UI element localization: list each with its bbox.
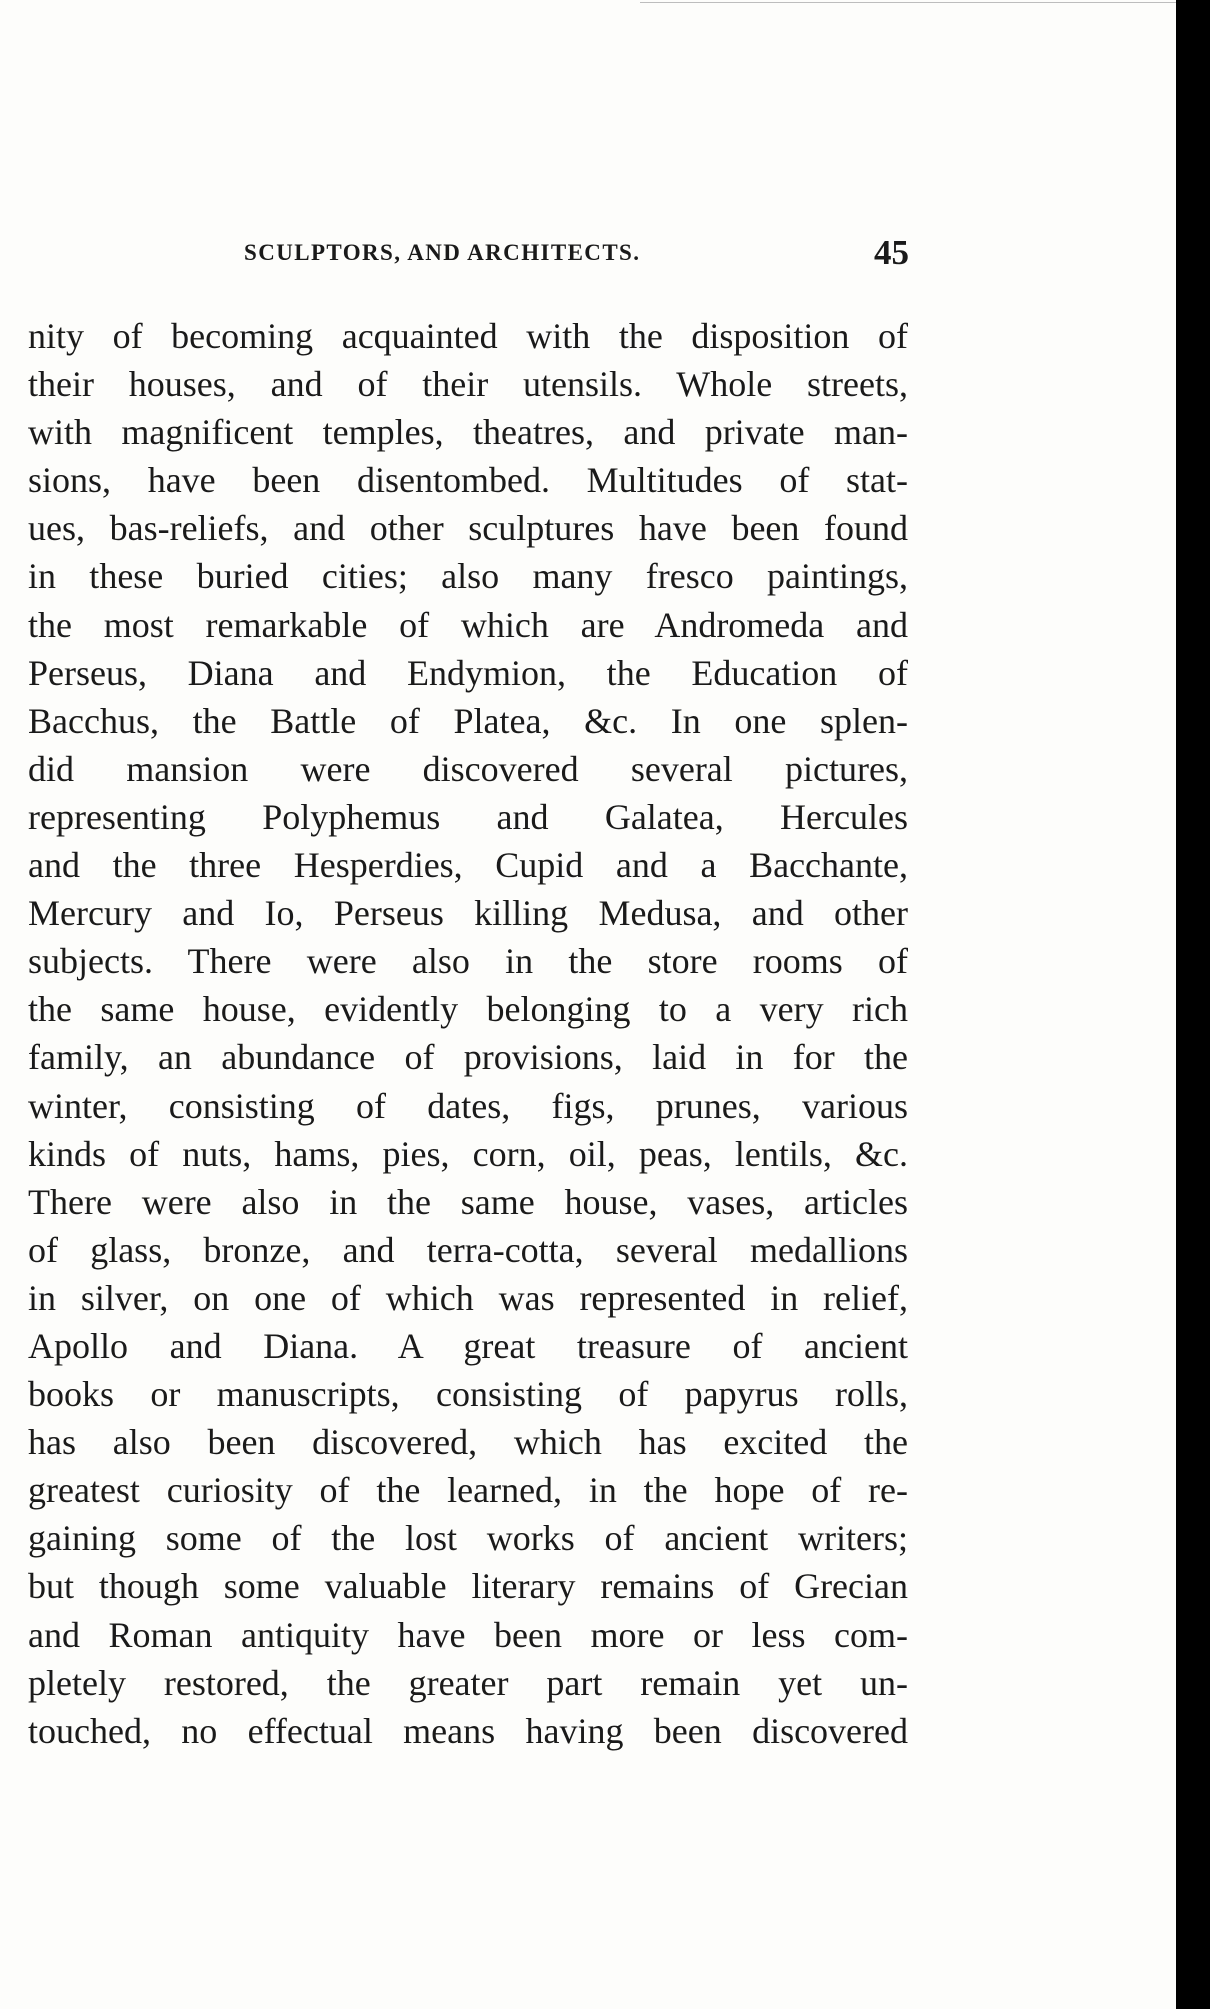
text-line: in these buried cities; also many fresco paintings, — [28, 556, 908, 597]
running-head: SCULPTORS, AND ARCHITECTS. — [244, 240, 641, 265]
text-line: winter, consisting of dates, figs, prunes, various — [28, 1085, 908, 1126]
text-line: ues, bas-reliefs, and other sculptures have been found — [28, 508, 908, 549]
text-line: nity of becoming acquainted with the disposition of — [28, 316, 908, 356]
text-line: Perseus, Diana and Endymion, the Education of — [28, 652, 908, 693]
text-line: Bacchus, the Battle of Platea, &c. In one splen- — [28, 700, 908, 741]
text-line: representing Polyphemus and Galatea, Hercules — [28, 796, 908, 837]
text-line: Apollo and Diana. A great treasure of ancient — [28, 1325, 908, 1366]
text-line: the same house, evidently belonging to a very rich — [28, 989, 908, 1030]
body-text — [28, 312, 908, 1755]
text-line: and Roman antiquity have been more or less com- — [28, 1614, 908, 1655]
text-line: greatest curiosity of the learned, in the hope of re- — [28, 1470, 908, 1511]
text-line: Mercury and Io, Perseus killing Medusa, and other — [28, 893, 908, 934]
text-line: and the three Hesperdies, Cupid and a Bacchante, — [28, 845, 908, 886]
text-line: family, an abundance of provisions, laid in for the — [28, 1037, 908, 1078]
text-line: of glass, bronze, and terra-cotta, several medallions — [28, 1229, 908, 1270]
text-line: subjects. There were also in the store rooms of — [28, 941, 908, 982]
text-line: in silver, on one of which was represented in relief, — [28, 1277, 908, 1318]
text-line: with magnificent temples, theatres, and private man- — [28, 412, 908, 453]
text-line: did mansion were discovered several pictures, — [28, 748, 908, 789]
text-line: There were also in the same house, vases, articles — [28, 1181, 908, 1222]
text-line: the most remarkable of which are Andromeda and — [28, 604, 908, 645]
page-number: 45 — [874, 233, 909, 272]
text-line: sions, have been disentombed. Multitudes of stat- — [28, 460, 908, 501]
page-header — [244, 233, 916, 273]
text-line: touched, no effectual means having been discovered — [28, 1710, 908, 1751]
text-line: books or manuscripts, consisting of papyrus rolls, — [28, 1374, 908, 1415]
text-line: their houses, and of their utensils. Whole streets, — [28, 364, 908, 405]
text-line: pletely restored, the greater part remain yet un- — [28, 1662, 908, 1703]
text-line: kinds of nuts, hams, pies, corn, oil, peas, lentils, &c. — [28, 1133, 908, 1174]
text-line: but though some valuable literary remains of Grecian — [28, 1566, 908, 1607]
page-top-edge — [640, 2, 1180, 3]
text-line: gaining some of the lost works of ancient writers; — [28, 1518, 908, 1559]
text-line: has also been discovered, which has excited the — [28, 1422, 908, 1463]
page-edge-shadow — [1176, 0, 1210, 2009]
